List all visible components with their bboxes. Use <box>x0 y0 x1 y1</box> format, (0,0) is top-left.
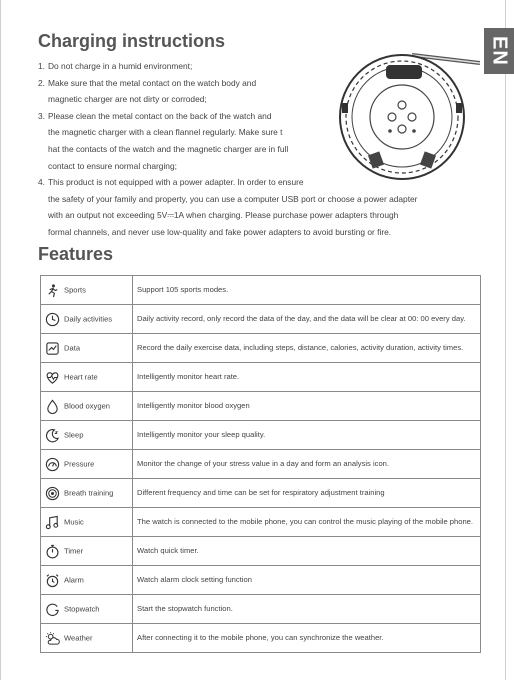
table-row <box>41 624 481 653</box>
blood-oxygen-icon <box>45 399 60 414</box>
item-line: contact to ensure normal charging; <box>48 160 177 171</box>
charging-item-2 <box>38 75 338 108</box>
feature-name: Breath training <box>64 488 114 497</box>
table-row <box>41 392 481 421</box>
feature-name-cell <box>41 305 133 334</box>
table-row <box>41 421 481 450</box>
feature-description: Start the stopwatch function. <box>133 595 481 624</box>
item-line: formal channels, and never use low-quality and fake power adapters to avoid bursting or fire. <box>48 226 392 237</box>
item-line: Do not charge in a humid environment; <box>48 61 193 71</box>
feature-description: Watch quick timer. <box>133 537 481 566</box>
daily-activities-icon <box>45 312 60 327</box>
feature-name-cell <box>41 334 133 363</box>
feature-name-cell <box>41 566 133 595</box>
feature-name: Sleep <box>64 430 84 439</box>
feature-name: Timer <box>64 546 84 555</box>
feature-name-cell <box>41 276 133 305</box>
table-row <box>41 508 481 537</box>
feature-name-cell <box>41 392 133 421</box>
table-row <box>41 450 481 479</box>
feature-description: Intelligently monitor blood oxygen <box>133 392 481 421</box>
feature-name-cell <box>41 450 133 479</box>
feature-name-cell <box>41 363 133 392</box>
feature-description: Different frequency and time can be set for respiratory adjustment training <box>133 479 481 508</box>
feature-name: Pressure <box>64 459 95 468</box>
pressure-icon <box>45 457 60 472</box>
features-table <box>40 275 481 653</box>
charging-item-3 <box>38 108 338 174</box>
feature-name: Music <box>64 517 84 526</box>
charging-title: Charging instructions <box>38 31 226 51</box>
feature-name-cell <box>41 595 133 624</box>
feature-description: Daily activity record, only record the data of the day, and the data will be clear at 00: 00 every day. <box>133 305 481 334</box>
feature-name-cell <box>41 421 133 450</box>
item-line: This product is not equipped with a power adapter. In order to ensure <box>48 177 304 188</box>
feature-name-cell <box>41 537 133 566</box>
feature-name: Daily activities <box>64 314 113 323</box>
heart-rate-icon <box>45 370 60 385</box>
item-line: the safety of your family and property, you can use a computer USB port or choose a power adapter <box>48 193 418 204</box>
table-row <box>41 305 481 334</box>
table-row <box>41 537 481 566</box>
item-line: Make sure that the metal contact on the watch body and <box>48 77 257 88</box>
sports-icon <box>45 283 60 298</box>
breath-training-icon <box>45 486 60 501</box>
timer-icon <box>45 544 60 559</box>
feature-name: Sports <box>64 285 86 294</box>
music-icon <box>45 515 60 530</box>
item-line: Please clean the metal contact on the back of the watch and <box>48 110 272 121</box>
stopwatch-icon <box>45 602 60 617</box>
table-row <box>41 566 481 595</box>
data-icon <box>45 341 60 356</box>
feature-name: Blood oxygen <box>64 401 111 410</box>
item-number: 4. <box>38 177 45 188</box>
feature-description: Monitor the change of your stress value in a day and form an analysis icon. <box>133 450 481 479</box>
feature-name: Weather <box>64 633 93 642</box>
feature-name-cell <box>41 624 133 653</box>
feature-description: Intelligently monitor heart rate. <box>133 363 481 392</box>
features-title: Features <box>38 244 114 264</box>
feature-description: Intelligently monitor your sleep quality. <box>133 421 481 450</box>
language-tab: EN <box>484 28 514 74</box>
feature-name: Alarm <box>64 575 84 584</box>
item-number: 2. <box>38 77 45 88</box>
feature-name-cell <box>41 479 133 508</box>
feature-description: After connecting it to the mobile phone, you can synchronize the weather. <box>133 624 481 653</box>
table-row <box>41 334 481 363</box>
item-line: magnetic charger are not dirty or corroded; <box>48 94 207 105</box>
feature-description: Support 105 sports modes. <box>133 276 481 305</box>
feature-description: Record the daily exercise data, including steps, distance, calories, activity duration, activity times. <box>133 334 481 363</box>
table-row <box>41 479 481 508</box>
table-row <box>41 595 481 624</box>
feature-name: Heart rate <box>64 372 98 381</box>
feature-name-cell <box>41 508 133 537</box>
sleep-icon <box>45 428 60 443</box>
item-line: the magnetic charger with a clean flannel regularly. Make sure t <box>48 127 283 138</box>
alarm-icon <box>45 573 60 588</box>
item-number: 1. <box>38 61 45 71</box>
weather-icon <box>45 631 60 646</box>
feature-name: Data <box>64 343 81 352</box>
feature-name: Stopwatch <box>64 604 100 613</box>
feature-description: Watch alarm clock setting function <box>133 566 481 595</box>
watch-charger-illustration <box>330 35 480 185</box>
item-line: hat the contacts of the watch and the magnetic charger are in full <box>48 143 289 154</box>
table-row <box>41 363 481 392</box>
item-number: 3. <box>38 110 45 121</box>
feature-description: The watch is connected to the mobile phone, you can control the music playing of the mobile phone. <box>133 508 481 537</box>
item-line: with an output not exceeding 5V⎓1A when charging. Please purchase power adapters through <box>48 210 399 221</box>
table-row <box>41 276 481 305</box>
